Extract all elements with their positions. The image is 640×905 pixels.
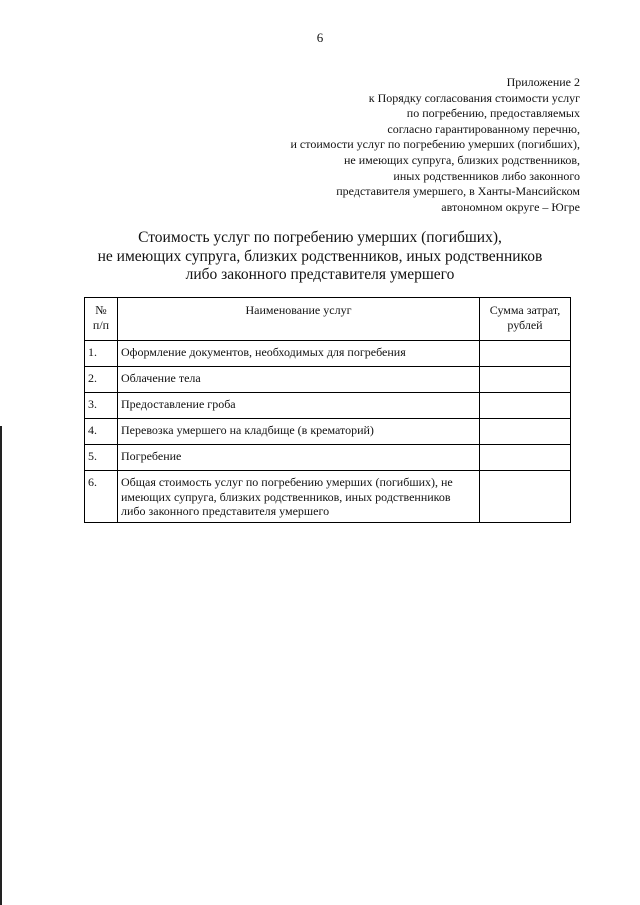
appendix-line: Приложение 2 <box>506 75 580 89</box>
row-number: 6. <box>85 471 118 523</box>
row-cost-sum <box>480 419 571 445</box>
row-number: 1. <box>85 341 118 367</box>
header-sum-line: рублей <box>507 317 543 332</box>
row-cost-sum <box>480 445 571 471</box>
table-row <box>85 367 571 393</box>
title-line: Стоимость услуг по погребению умерших (погибших), <box>138 229 502 246</box>
document-title <box>0 229 640 285</box>
appendix-line: иных родственников либо законного <box>393 168 580 183</box>
table-row <box>85 419 571 445</box>
title-line: либо законного представителя умершего <box>185 266 455 283</box>
header-cost-sum <box>480 298 571 341</box>
row-cost-sum <box>480 367 571 393</box>
table-header-row <box>85 298 571 341</box>
row-service-name: Погребение <box>118 445 480 471</box>
page-number: 6 <box>316 30 324 45</box>
table-row <box>85 445 571 471</box>
services-cost-table <box>84 297 571 523</box>
row-cost-sum <box>480 471 571 523</box>
row-number: 2. <box>85 367 118 393</box>
row-cost-sum <box>480 393 571 419</box>
row-number: 5. <box>85 445 118 471</box>
appendix-line: автономном округе – Югре <box>441 199 580 214</box>
appendix-line: представителя умершего, в Ханты-Мансийском <box>336 184 580 199</box>
appendix-reference <box>291 75 581 215</box>
table-row <box>85 341 571 367</box>
scan-edge-line <box>0 426 2 905</box>
appendix-line: согласно гарантированному перечню, <box>387 121 580 136</box>
title-line: не имеющих супруга, близких родственников, иных родственников <box>97 247 543 265</box>
table-row <box>85 393 571 419</box>
header-number <box>85 298 118 341</box>
header-number-line: № <box>95 303 107 317</box>
header-service-name: Наименование услуг <box>118 298 480 341</box>
header-number-line: п/п <box>92 317 110 332</box>
row-service-name: Предоставление гроба <box>118 393 480 419</box>
row-service-name: Общая стоимость услуг по погребению умерших (погибших), не имеющих супруга, близких родственников, иных родственников либо законного представителя умершего <box>118 471 480 523</box>
row-service-name: Облачение тела <box>118 367 480 393</box>
row-number: 4. <box>85 419 118 445</box>
appendix-line: не имеющих супруга, близких родственников, <box>343 152 580 167</box>
appendix-line: и стоимости услуг по погребению умерших (погибших), <box>290 137 580 152</box>
table-row <box>85 471 571 523</box>
header-sum-line: Сумма затрат, <box>489 303 561 317</box>
row-cost-sum <box>480 341 571 367</box>
appendix-line: к Порядку согласования стоимости услуг <box>368 90 580 105</box>
row-service-name: Оформление документов, необходимых для погребения <box>118 341 480 367</box>
row-service-name: Перевозка умершего на кладбище (в крематорий) <box>118 419 480 445</box>
appendix-line: по погребению, предоставляемых <box>406 106 580 121</box>
row-number: 3. <box>85 393 118 419</box>
